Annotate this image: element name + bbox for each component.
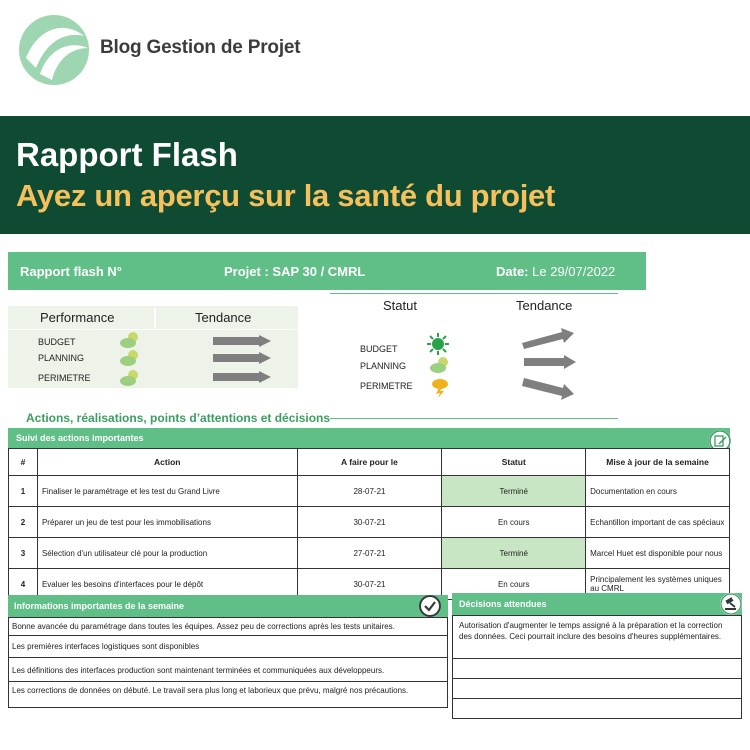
logo-icon	[18, 14, 90, 86]
perf-row-planning: PLANNING	[38, 353, 85, 363]
section-title: Actions, réalisations, points d’attentions et décisions	[26, 411, 331, 425]
col-header-action: Action	[37, 449, 297, 476]
col-header-status: Statut	[442, 449, 586, 476]
tendance-heading: Tendance	[195, 310, 252, 325]
col-header-num: #	[9, 449, 38, 476]
decisions-text: Autorisation d'augmenter le temps assigné à la préparation et la correction des données. Ceci pourrait inclure des besoins d'heures supplémentaires.	[459, 621, 723, 641]
perf-row-budget: BUDGET	[38, 337, 76, 347]
row-update: Echantillon important de cas spéciaux	[586, 507, 730, 538]
info-title: Informations importantes de la semaine	[14, 601, 185, 611]
row-update: Principalement les systèmes uniques au CMRL	[586, 569, 730, 600]
empty-row	[453, 698, 741, 718]
perf-row-perimetre: PERIMETRE	[38, 373, 91, 383]
statut-row-perimetre: PERIMETRE	[360, 381, 413, 391]
section-line	[330, 418, 618, 419]
row-action: Evaluer les besoins d'interfaces pour le dépôt	[37, 569, 297, 600]
report-number-label: Rapport flash N°	[20, 264, 122, 279]
statut-heading: Statut	[383, 298, 417, 313]
table-row	[9, 538, 730, 569]
table-header-row	[9, 449, 730, 476]
sun-icon	[427, 333, 449, 355]
actions-table	[8, 448, 730, 600]
date-prefix: Date:	[496, 264, 529, 279]
performance-heading: Performance	[40, 310, 115, 325]
arrow-right-icon	[213, 335, 271, 347]
table-row	[9, 476, 730, 507]
arrow-right-icon	[213, 371, 271, 383]
arrow-down-right-icon	[522, 378, 574, 402]
cloudy-sun-icon	[118, 348, 142, 368]
row-num: 2	[9, 507, 38, 538]
row-status: Terminé	[442, 476, 586, 507]
info-header-bar	[8, 595, 448, 617]
row-due: 30-07-21	[297, 507, 442, 538]
performance-panel	[8, 306, 298, 388]
page-subtitle: Ayez un aperçu sur la santé du projet	[16, 178, 555, 213]
table-row	[9, 507, 730, 538]
panel-divider	[154, 308, 156, 328]
list-item: Bonne avancée du paramétrage dans toutes les équipes. Assez peu de corrections après les tests unitaires.	[9, 617, 447, 635]
row-num: 3	[9, 538, 38, 569]
row-due: 27-07-21	[297, 538, 442, 569]
row-due: 28-07-21	[297, 476, 442, 507]
decisions-box	[452, 615, 742, 719]
cloudy-sun-icon	[118, 368, 142, 388]
row-status: Terminé	[442, 538, 586, 569]
row-num: 1	[9, 476, 38, 507]
list-item: Les corrections de données on débuté. Le travail sera plus long et laborieux que prévu, malgré nos précautions.	[9, 681, 447, 707]
row-status: En cours	[442, 507, 586, 538]
cloudy-sun-icon	[118, 330, 142, 350]
arrow-right-icon	[524, 355, 576, 369]
report-header-bar	[8, 252, 646, 290]
storm-cloud-icon	[430, 376, 450, 398]
panel-separator	[8, 329, 298, 330]
empty-row	[453, 678, 741, 698]
arrow-up-right-icon	[522, 327, 574, 349]
suivi-title: Suivi des actions importantes	[16, 433, 144, 443]
gavel-icon	[720, 593, 742, 615]
row-action: Finaliser le paramétrage et les test du Grand Livre	[37, 476, 297, 507]
empty-row	[453, 658, 741, 678]
banner	[0, 116, 750, 234]
statut-top-line	[330, 293, 618, 294]
row-status: En cours	[442, 569, 586, 600]
list-item: Les définitions des interfaces production sont maintenant terminées et communiquées aux développeurs.	[9, 657, 447, 681]
row-num: 4	[9, 569, 38, 600]
list-item: Les premières interfaces logistiques sont disponibles	[9, 635, 447, 657]
row-action: Préparer un jeu de test pour les immobilisations	[37, 507, 297, 538]
arrow-right-icon	[213, 352, 271, 364]
checkmark-circle-icon	[419, 595, 441, 617]
decisions-title: Décisions attendues	[459, 599, 547, 609]
col-header-update: Mise à jour de la semaine	[586, 449, 730, 476]
statut-tendance-heading: Tendance	[516, 298, 573, 313]
col-header-due: A faire pour le	[297, 449, 442, 476]
page-title: Rapport Flash	[16, 136, 238, 173]
row-due: 30-07-21	[297, 569, 442, 600]
row-action: Sélection d'un utilisateur clé pour la production	[37, 538, 297, 569]
date-value: Le 29/07/2022	[532, 264, 616, 279]
row-update: Documentation en cours	[586, 476, 730, 507]
logo-text: Blog Gestion de Projet	[100, 37, 301, 58]
logo-header	[0, 0, 750, 116]
statut-row-planning: PLANNING	[360, 361, 407, 371]
project-label: Projet : SAP 30 / CMRL	[224, 264, 366, 279]
cloudy-sun-icon	[428, 355, 452, 375]
info-list	[8, 617, 448, 708]
statut-row-budget: BUDGET	[360, 344, 398, 354]
date-label	[496, 264, 615, 279]
decisions-header-bar	[452, 593, 742, 615]
row-update: Marcel Huet est disponible pour nous	[586, 538, 730, 569]
suivi-header-bar	[8, 428, 730, 448]
